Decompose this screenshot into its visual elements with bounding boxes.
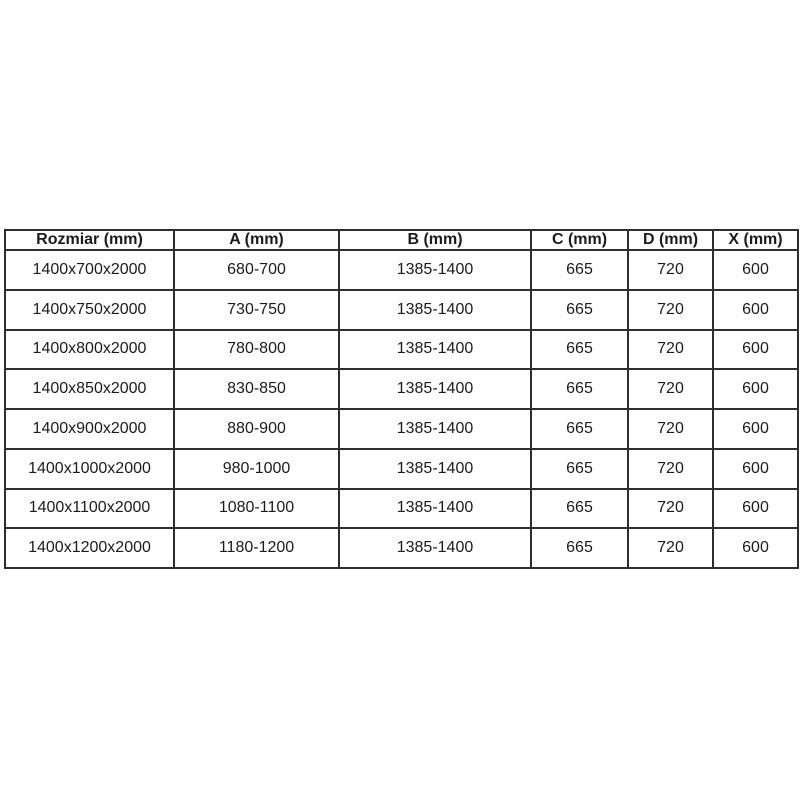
table-cell-d: 720: [628, 409, 713, 449]
table-cell-d: 720: [628, 250, 713, 290]
table-cell-b: 1385-1400: [339, 369, 531, 409]
table-cell-size: 1400x900x2000: [5, 409, 174, 449]
table-cell-d: 720: [628, 489, 713, 529]
table-cell-x: 600: [713, 250, 798, 290]
table-cell-d: 720: [628, 290, 713, 330]
table-cell-x: 600: [713, 290, 798, 330]
column-header-b: B (mm): [339, 230, 531, 250]
table-cell-a: 980-1000: [174, 449, 339, 489]
table-cell-b: 1385-1400: [339, 250, 531, 290]
table-cell-x: 600: [713, 330, 798, 370]
column-header-x: X (mm): [713, 230, 798, 250]
table-cell-a: 780-800: [174, 330, 339, 370]
table-cell-a: 1180-1200: [174, 528, 339, 568]
column-header-rozmiar: Rozmiar (mm): [5, 230, 174, 250]
table-row: [5, 330, 798, 370]
table-cell-size: 1400x1200x2000: [5, 528, 174, 568]
table-cell-size: 1400x700x2000: [5, 250, 174, 290]
table-cell-b: 1385-1400: [339, 409, 531, 449]
table-cell-x: 600: [713, 449, 798, 489]
size-spec-table: [4, 229, 799, 569]
table-cell-x: 600: [713, 409, 798, 449]
table-row: [5, 409, 798, 449]
table-cell-a: 730-750: [174, 290, 339, 330]
table-cell-b: 1385-1400: [339, 290, 531, 330]
column-header-d: D (mm): [628, 230, 713, 250]
table-row: [5, 369, 798, 409]
table-row: [5, 449, 798, 489]
table-cell-a: 830-850: [174, 369, 339, 409]
table-cell-d: 720: [628, 449, 713, 489]
table-cell-x: 600: [713, 369, 798, 409]
table-row: [5, 290, 798, 330]
table-cell-c: 665: [531, 330, 628, 370]
table-cell-d: 720: [628, 528, 713, 568]
table-row: [5, 250, 798, 290]
table-row: [5, 489, 798, 529]
table-cell-d: 720: [628, 369, 713, 409]
table-cell-c: 665: [531, 290, 628, 330]
table-row: [5, 528, 798, 568]
column-header-a: A (mm): [174, 230, 339, 250]
table-cell-size: 1400x800x2000: [5, 330, 174, 370]
table-cell-d: 720: [628, 330, 713, 370]
table-cell-c: 665: [531, 528, 628, 568]
table-cell-c: 665: [531, 449, 628, 489]
table-cell-b: 1385-1400: [339, 330, 531, 370]
table-cell-b: 1385-1400: [339, 449, 531, 489]
table-cell-c: 665: [531, 409, 628, 449]
table-cell-c: 665: [531, 489, 628, 529]
table-cell-size: 1400x850x2000: [5, 369, 174, 409]
table-cell-c: 665: [531, 369, 628, 409]
table-cell-a: 1080-1100: [174, 489, 339, 529]
table-cell-x: 600: [713, 528, 798, 568]
table-cell-a: 680-700: [174, 250, 339, 290]
table-cell-c: 665: [531, 250, 628, 290]
table-cell-size: 1400x750x2000: [5, 290, 174, 330]
table-cell-x: 600: [713, 489, 798, 529]
table-cell-b: 1385-1400: [339, 489, 531, 529]
table-cell-size: 1400x1100x2000: [5, 489, 174, 529]
table-cell-size: 1400x1000x2000: [5, 449, 174, 489]
table-cell-b: 1385-1400: [339, 528, 531, 568]
header-row: [5, 230, 798, 250]
column-header-c: C (mm): [531, 230, 628, 250]
table-cell-a: 880-900: [174, 409, 339, 449]
